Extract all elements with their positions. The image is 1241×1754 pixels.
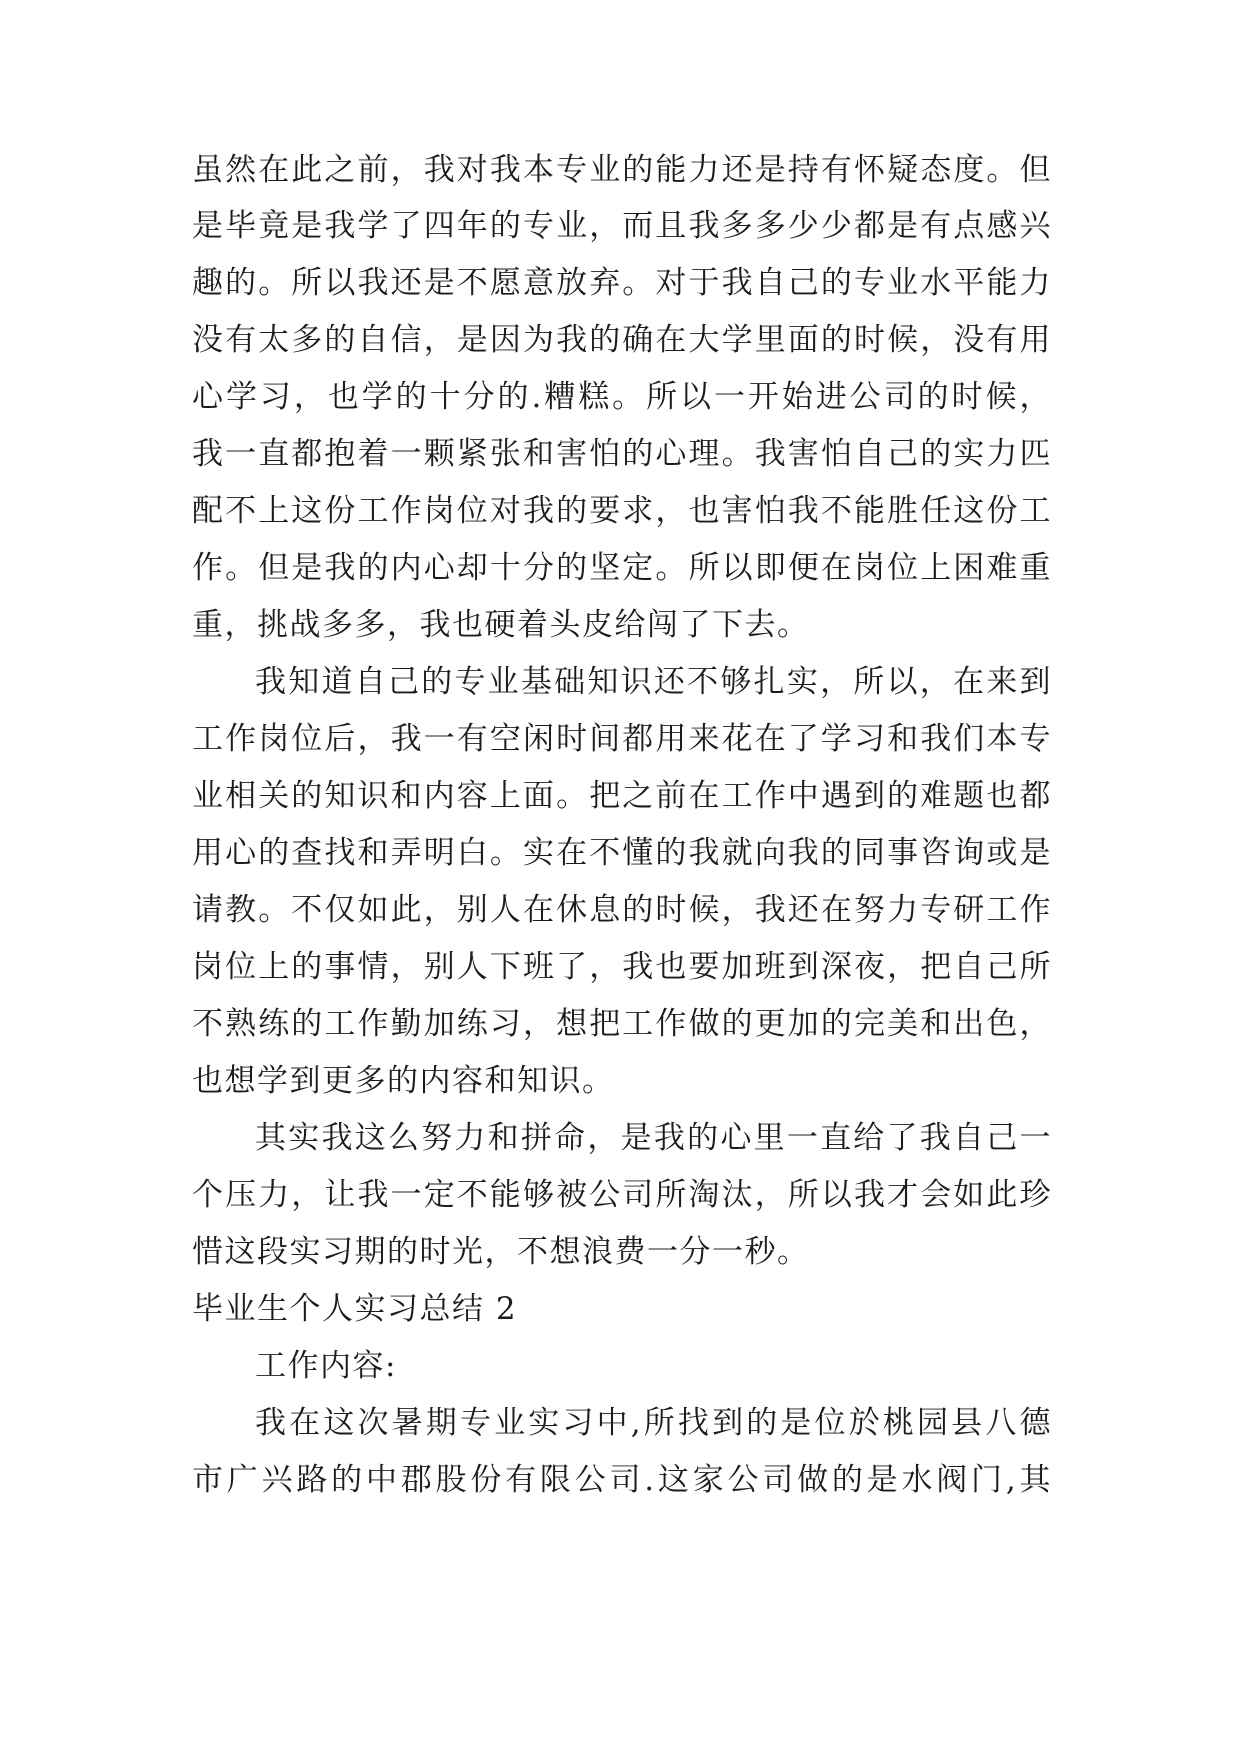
paragraph-line: 也想学到更多的内容和知识。 bbox=[192, 1063, 615, 1099]
paragraph-line: 没有太多的自信，是因为我的确在大学里面的时候，没有用 bbox=[192, 322, 1052, 358]
paragraph-line: 惜这段实习期的时光，不想浪费一分一秒。 bbox=[192, 1234, 810, 1270]
paragraph-line: 我一直都抱着一颗紧张和害怕的心理。我害怕自己的实力匹 bbox=[192, 436, 1052, 472]
subheading: 工作内容: bbox=[255, 1348, 397, 1384]
paragraph-line: 是毕竟是我学了四年的专业，而且我多多少少都是有点感兴 bbox=[192, 208, 1052, 244]
paragraph-line: 个压力，让我一定不能够被公司所淘汰，所以我才会如此珍 bbox=[192, 1177, 1052, 1213]
section-heading: 毕业生个人实习总结 2 bbox=[192, 1291, 518, 1327]
paragraph-line: 请教。不仅如此，别人在休息的时候，我还在努力专研工作 bbox=[192, 892, 1052, 928]
paragraph-line: 心学习，也学的十分的.糟糕。所以一开始进公司的时候， bbox=[192, 379, 1052, 415]
paragraph-line: 业相关的知识和内容上面。把之前在工作中遇到的难题也都 bbox=[192, 778, 1052, 814]
paragraph-line: 其实我这么努力和拼命，是我的心里一直给了我自己一 bbox=[255, 1120, 1052, 1156]
paragraph-line: 虽然在此之前，我对我本专业的能力还是持有怀疑态度。但 bbox=[192, 152, 1052, 188]
paragraph-line: 不熟练的工作勤加练习，想把工作做的更加的完美和出色， bbox=[192, 1006, 1052, 1042]
paragraph-line: 配不上这份工作岗位对我的要求，也害怕我不能胜任这份工 bbox=[192, 493, 1052, 529]
paragraph-line: 趣的。所以我还是不愿意放弃。对于我自己的专业水平能力 bbox=[192, 265, 1052, 301]
paragraph-line: 作。但是我的内心却十分的坚定。所以即便在岗位上困难重 bbox=[192, 550, 1052, 586]
paragraph-line: 岗位上的事情，别人下班了，我也要加班到深夜，把自己所 bbox=[192, 949, 1052, 985]
paragraph-line: 市广兴路的中郡股份有限公司.这家公司做的是水阀门,其 bbox=[192, 1462, 1052, 1498]
paragraph-line: 我知道自己的专业基础知识还不够扎实，所以，在来到 bbox=[255, 664, 1052, 700]
paragraph-line: 我在这次暑期专业实习中,所找到的是位於桃园县八德 bbox=[255, 1405, 1052, 1441]
paragraph-line: 工作岗位后，我一有空闲时间都用来花在了学习和我们本专 bbox=[192, 721, 1052, 757]
paragraph-line: 用心的查找和弄明白。实在不懂的我就向我的同事咨询或是 bbox=[192, 835, 1052, 871]
paragraph-line: 重，挑战多多，我也硬着头皮给闯了下去。 bbox=[192, 607, 810, 643]
